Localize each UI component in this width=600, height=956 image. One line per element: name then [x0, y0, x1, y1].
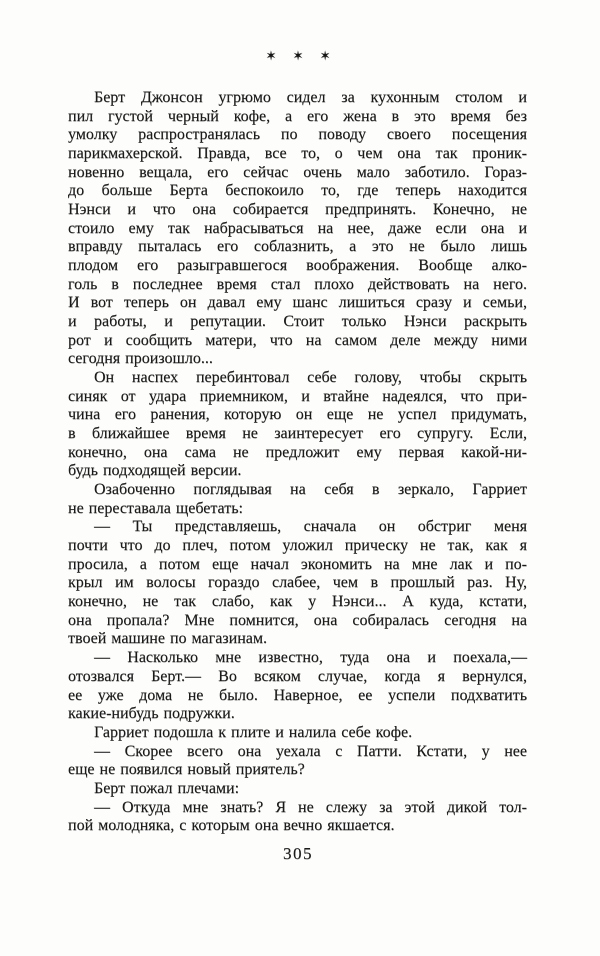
text-line: до больше Берта беспокоило то, где теперь находится: [68, 182, 527, 200]
text-line: в ближайшее время не заинтересует его супругу. Если,: [68, 425, 527, 443]
text-line: будь подходящей версии.: [68, 462, 242, 480]
text-line: и работы, и репутации. Стоит только Нэнси раскрыть: [68, 313, 527, 331]
text-line: плодом его разыгравшегося воображения. Вообще алко-: [68, 257, 527, 275]
text-line: — Скорее всего она уехала с Патти. Кстати, у нее: [94, 742, 527, 760]
text-line: не переставала щебетать:: [68, 499, 243, 517]
text-line: пил густой черный кофе, а его жена в это время без: [68, 107, 527, 125]
text-line: И вот теперь он давал ему шанс лишиться сразу и семьи,: [68, 294, 527, 312]
page-text: [68, 89, 527, 836]
text-line: стоило ему так набрасываться на нее, даже если она и: [68, 219, 527, 237]
text-line: конечно, не так слабо, как у Нэнси... А куда, кстати,: [68, 593, 527, 611]
text-line: ее уже дома не было. Наверное, ее успели подхватить: [68, 686, 527, 704]
text-line: Берт Джонсон угрюмо сидел за кухонным столом и: [94, 89, 527, 106]
page-number: 305: [283, 844, 313, 863]
text-line: пой молодняка, с которым она вечно якшается.: [68, 817, 395, 835]
text-line: — Откуда мне знать? Я не слежу за этой дикой тол-: [94, 798, 527, 816]
text-line: еще не появился новый приятель?: [68, 761, 305, 779]
text-line: Он наспех перебинтовал себе голову, чтобы скрыть: [94, 369, 527, 387]
text-line: голь в последнее время стал плохо действовать на него.: [68, 275, 527, 293]
text-line: вправду пыталась его соблазнить, а это не было лишь: [68, 238, 527, 256]
text-line: парикмахерской. Правда, все то, о чем она так проник-: [68, 145, 527, 163]
text-line: какие-нибудь подружки.: [68, 705, 235, 723]
text-line: чина его ранения, которую он еще не успел придумать,: [68, 406, 527, 424]
text-line: конечно, она сама не предложит ему первая какой-ни-: [68, 443, 527, 461]
text-line: сегодня произошло...: [68, 350, 213, 368]
text-line: крыл им волосы гораздо слабее, чем в прошлый раз. Ну,: [68, 574, 527, 592]
text-line: Озабоченно поглядывая на себя в зеркало, Гарриет: [94, 481, 527, 499]
text-line: Гарриет подошла к плите и налила себе кофе.: [94, 723, 413, 741]
section-break-asterisks: ✶ ✶ ✶: [265, 49, 331, 64]
text-line: почти что до плеч, потом уложил прическу не так, как я: [68, 537, 527, 555]
text-line: новенно вещала, его сейчас очень мало заботило. Гораз-: [68, 163, 527, 181]
text-line: — Ты представляешь, сначала он обстриг меня: [94, 518, 527, 536]
text-line: синяк от удара приемником, и втайне надеялся, что при-: [68, 387, 527, 405]
text-line: рот и сообщить матери, что на самом деле между ними: [68, 331, 527, 349]
text-line: твоей машине по магазинам.: [68, 630, 267, 648]
text-line: она пропала? Мне помнится, она собиралась сегодня на: [68, 611, 527, 629]
text-line: просила, а потом еще начал экономить на мне лак и по-: [68, 555, 527, 573]
text-line: Нэнси и что она собирается предпринять. Конечно, не: [68, 201, 527, 219]
text-line: отозвался Берт.— Во всяком случае, когда я вернулся,: [68, 667, 527, 685]
text-line: Берт пожал плечами:: [94, 779, 240, 797]
text-line: умолку распространялась по поводу своего посещения: [68, 126, 527, 144]
text-line: — Насколько мне известно, туда она и поехала,—: [94, 649, 527, 667]
